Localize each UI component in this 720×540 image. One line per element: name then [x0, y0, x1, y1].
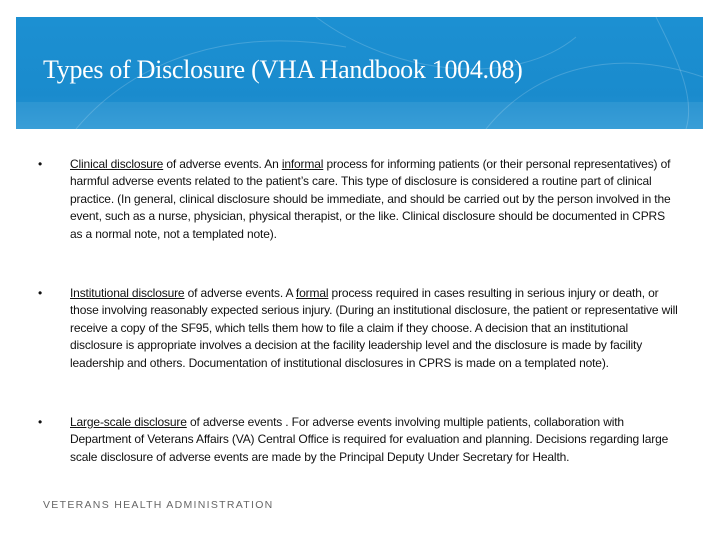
term: Institutional disclosure — [70, 286, 185, 300]
keyword: informal — [281, 157, 324, 171]
page-title: Types of Disclosure (VHA Handbook 1004.08) — [43, 55, 523, 84]
title-banner — [16, 17, 703, 129]
text: of adverse events. A — [184, 286, 296, 300]
bullet-large-scale-disclosure — [38, 414, 678, 466]
term: Clinical disclosure — [70, 157, 164, 171]
text: of adverse events. An — [163, 157, 282, 171]
bullet-clinical-disclosure — [38, 156, 678, 243]
bullet-icon: • — [38, 157, 43, 171]
text: of adverse events . For adverse events involving multiple patients, collaboration with Department of Veterans Affairs (VA) Central Office is required for evaluation and planning. Decisions regarding large scale disclosure of adverse events are made by the Principal Deputy Under Secretary for Health. — [70, 415, 669, 464]
footer-label: VETERANS HEALTH ADMINISTRATION — [43, 499, 274, 511]
term: Large-scale disclosure — [70, 415, 187, 429]
bullet-icon: • — [38, 286, 43, 300]
keyword: formal — [295, 286, 329, 300]
bullet-icon: • — [38, 415, 43, 429]
bullet-institutional-disclosure — [38, 285, 678, 372]
text: process for informing patients (or their personal representatives) of harmful adverse events related to the patient’s care. This type of disclosure is considered a routine part of clinical practice. (In general, clinical disclosure should be immediate, and should be carried out by the person involved in the event, such as a nurse, physician, physical therapist, or the like. Clinical disclosure should be documented in CPRS as a normal note, not a templated note). — [70, 157, 671, 241]
text: process required in cases resulting in serious injury or death, or those involving reasonably expected serious injury. (During an institutional disclosure, the patient or representative will receive a copy of the SF95, which tells them how to file a claim if they choose. A decision that an institutional disclosure is appropriate involves a decision at the facility leadership level and the disclosure is made by facility leadership and others. Documentation of institutional disclosures in CPRS is made on a templated note). — [70, 286, 678, 370]
